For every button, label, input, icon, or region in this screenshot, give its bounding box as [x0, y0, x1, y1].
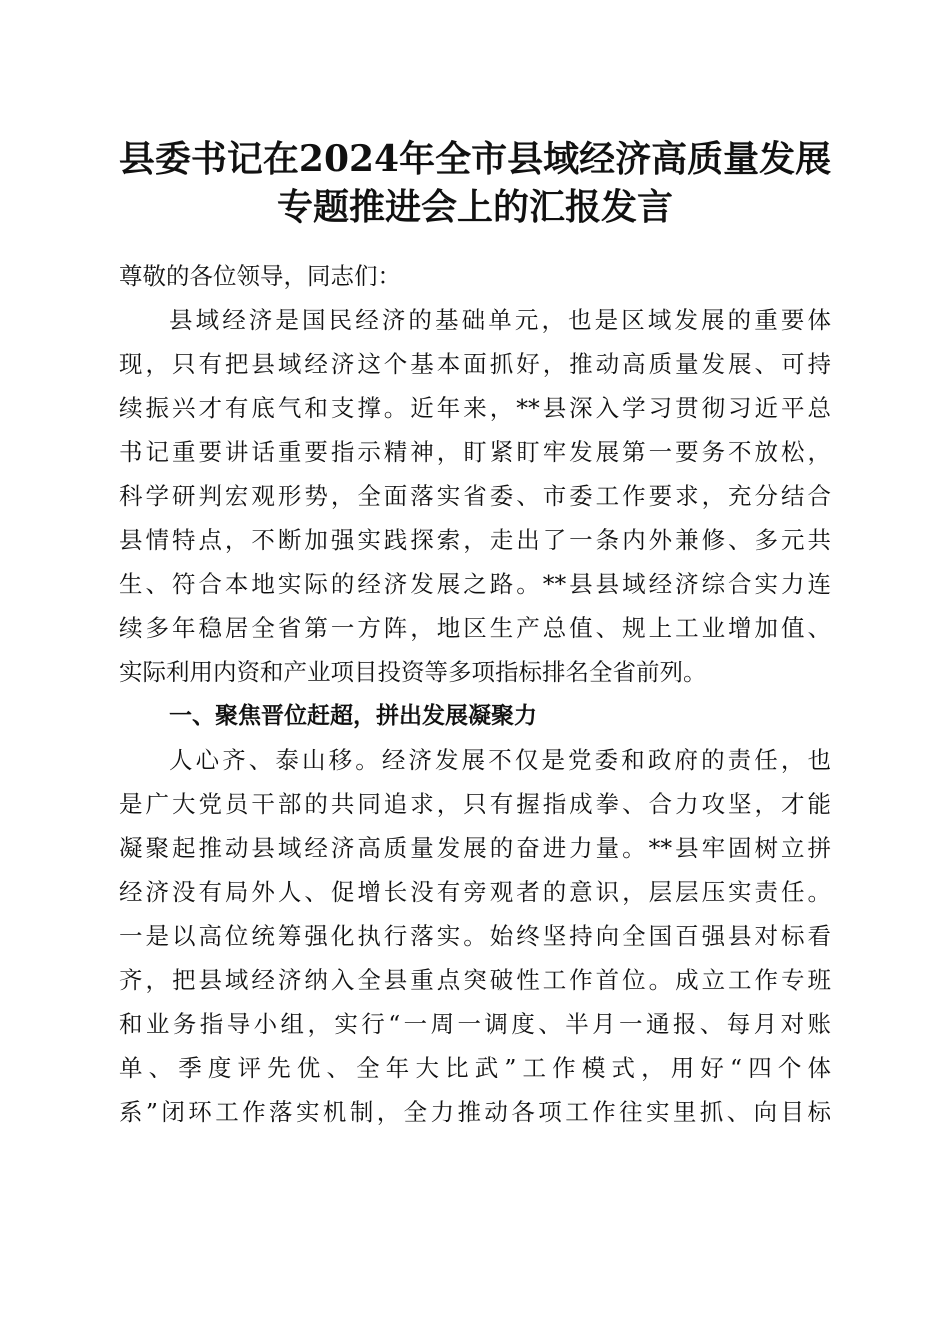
paragraph-line: 经济没有局外人、促增长没有旁观者的意识，层层压实责任。 [119, 878, 831, 906]
paragraph-line: 齐，把县域经济纳入全县重点突破性工作首位。成立工作专班 [119, 966, 831, 994]
paragraph-line: 县域经济是国民经济的基础单元，也是区域发展的重要体 [169, 306, 831, 334]
document-body [119, 254, 831, 1134]
paragraph-line: 人心齐、泰山移。经济发展不仅是党委和政府的责任，也 [169, 746, 831, 774]
paragraph-2 [119, 738, 831, 1134]
paragraph-line: 凝聚起推动县域经济高质量发展的奋进力量。**县牢固树立拼 [119, 834, 831, 862]
paragraph-line: 单、季度评先优、全年大比武”工作模式，用好“四个体 [119, 1054, 831, 1082]
paragraph-line: 续多年稳居全省第一方阵，地区生产总值、规上工业增加值、 [119, 614, 831, 642]
salutation: 尊敬的各位领导，同志们： [119, 262, 401, 290]
paragraph-line: 一是以高位统筹强化执行落实。始终坚持向全国百强县对标看 [119, 922, 831, 950]
paragraph-line: 现，只有把县域经济这个基本面抓好，推动高质量发展、可持 [119, 350, 831, 378]
paragraph-line: 县情特点，不断加强实践探索，走出了一条内外兼修、多元共 [119, 526, 831, 554]
document-title-line-2: 专题推进会上的汇报发言 [276, 186, 673, 228]
paragraph-line: 生、符合本地实际的经济发展之路。**县县域经济综合实力连 [119, 570, 831, 598]
paragraph-line: 是广大党员干部的共同追求，只有握指成拳、合力攻坚，才能 [119, 790, 831, 818]
paragraph-line: 书记重要讲话重要指示精神，盯紧盯牢发展第一要务不放松， [119, 438, 831, 466]
paragraph-line: 实际利用内资和产业项目投资等多项指标排名全省前列。 [119, 658, 707, 686]
section-heading-1: 一、聚焦晋位赶超，拼出发展凝聚力 [169, 703, 537, 729]
paragraph-line: 和业务指导小组，实行“一周一调度、半月一通报、每月对账 [119, 1010, 831, 1038]
paragraph-line: 续振兴才有底气和支撑。近年来，**县深入学习贯彻习近平总 [119, 394, 831, 422]
document-title-line-1: 县委书记在2024年全市县域经济高质量发展 [118, 138, 832, 180]
paragraph-line: 科学研判宏观形势，全面落实省委、市委工作要求，充分结合 [119, 482, 831, 510]
paragraph-1 [119, 298, 831, 694]
paragraph-line: 系”闭环工作落实机制，全力推动各项工作往实里抓、向目标 [119, 1098, 831, 1126]
